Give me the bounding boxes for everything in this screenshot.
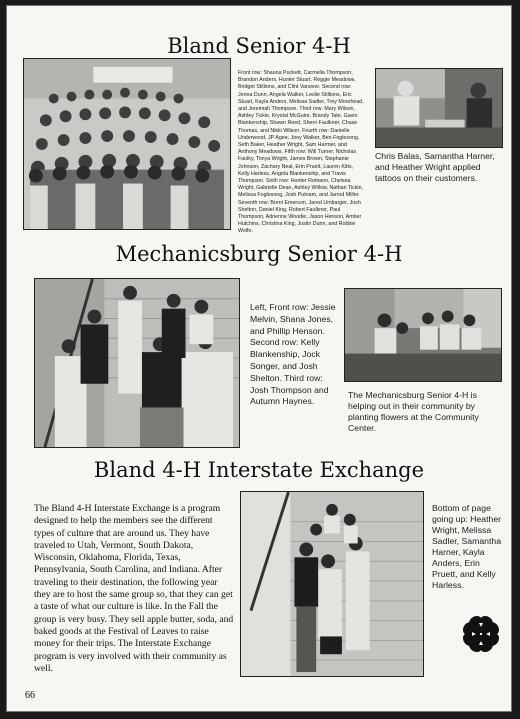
bland-senior-names: Front row: Shauna Puckett, Carmella Thompson, Brandon Anders, Hunter Stuart, Reggie Meadows, Bridget Stillions, and Clint Vanover. Second row: Jenna Dunn, Angela Walker, Leslie Stillions, Eric Stuart, Kayla Anders, Melissa Sadler, Trey Morehead, and Jeremiah Thompson. Third row: Mary Wilson, Ashley Tickle, Krystal McGuire, Brandy Tate, Gavin Blankenship, Shawn Reed, Sherri Faulkner, Chase Thomas, and Nikki Wilson. Fourth row: Danielle Underwood, JP Agee, Joey Walker, Ben Foglesong, Seth Baker, Heather Wright, Sam Harmer, and Anthony Meadows. Fifth row: Will Turner, Nicholas Faulky, Tonya Wright, James Brown, Stephanie Johnson, Zachary Neal, Erin Pruett, Lauren Kitts, Kelly Harless, Angela Blankenship, and Travis Thompson. Sixth row: Hunter Romano, Chelsea Wright, Gabrielle Dean, Ashley Willow, Nathan Tickle, Melissa Foglesong, Josh Putnam, and Jarrod Miller. Seventh row: Brent Emerson, Jared Umbarger, Josh Shelton, Daniel King, Robert Faulkner, Paul Thompson, Adrienne Woodie, Jason Henson, Amber Hutchins, Christina King, Justin Dunn, and Robbie Wolfe.	[238, 70, 364, 235]
tattoo-photo	[375, 68, 503, 148]
interstate-exchange-caption: Bottom of page going up: Heather Wright, Melissa Sadler, Samantha Harner, Kayla Anders, Erin Pruett, and Kelly Harless.	[432, 503, 502, 590]
tattoo-caption: Chris Balas, Samantha Harner, and Heather Wright applied tattoos on their customers.	[375, 151, 495, 183]
planting-flowers-caption: The Mechanicsburg Senior 4-H is helping out in their community by planting flowers at the Community Center.	[348, 390, 479, 433]
mechanicsburg-names: Left, Front row: Jessie Melvin, Shana Jones, and Phillip Henson. Second row: Kelly Blankenship, Jock Songer, and Josh Shelton. Third row: Josh Thompson and Autumn Haynes.	[250, 302, 336, 407]
section-title-interstate-exchange: Bland 4-H Interstate Exchange	[93, 458, 425, 482]
yearbook-page	[6, 5, 512, 712]
interstate-exchange-photo	[240, 491, 424, 677]
page-number: 66	[25, 690, 35, 701]
planting-flowers-photo	[344, 288, 502, 382]
section-title-bland-senior: Bland Senior 4-H	[167, 34, 351, 58]
bland-senior-group-photo	[23, 58, 231, 230]
mechanicsburg-group-photo	[34, 278, 240, 448]
four-leaf-clover-icon	[459, 612, 503, 656]
section-title-mechanicsburg-senior: Mechanicsburg Senior 4-H	[115, 242, 403, 266]
interstate-exchange-body: The Bland 4-H Interstate Exchange is a program designed to help the members see the different types of culture that are around us. They have traveled to Utah, Vermont, South Dakota, Wisconsin, Oklahoma, Florida, Texas, Pennsylvania, South Carolina, and Indiana. After traveling to their destination, the following year they are to host the same group so, that they can get a taste of what our culture is like. In the Fall the group is very busy. They sell apple butter, soda, and baked goods at the Festival of Leaves to raise money for their trips. The Interstate Exchange program is very involved with their community as well.	[34, 503, 234, 674]
